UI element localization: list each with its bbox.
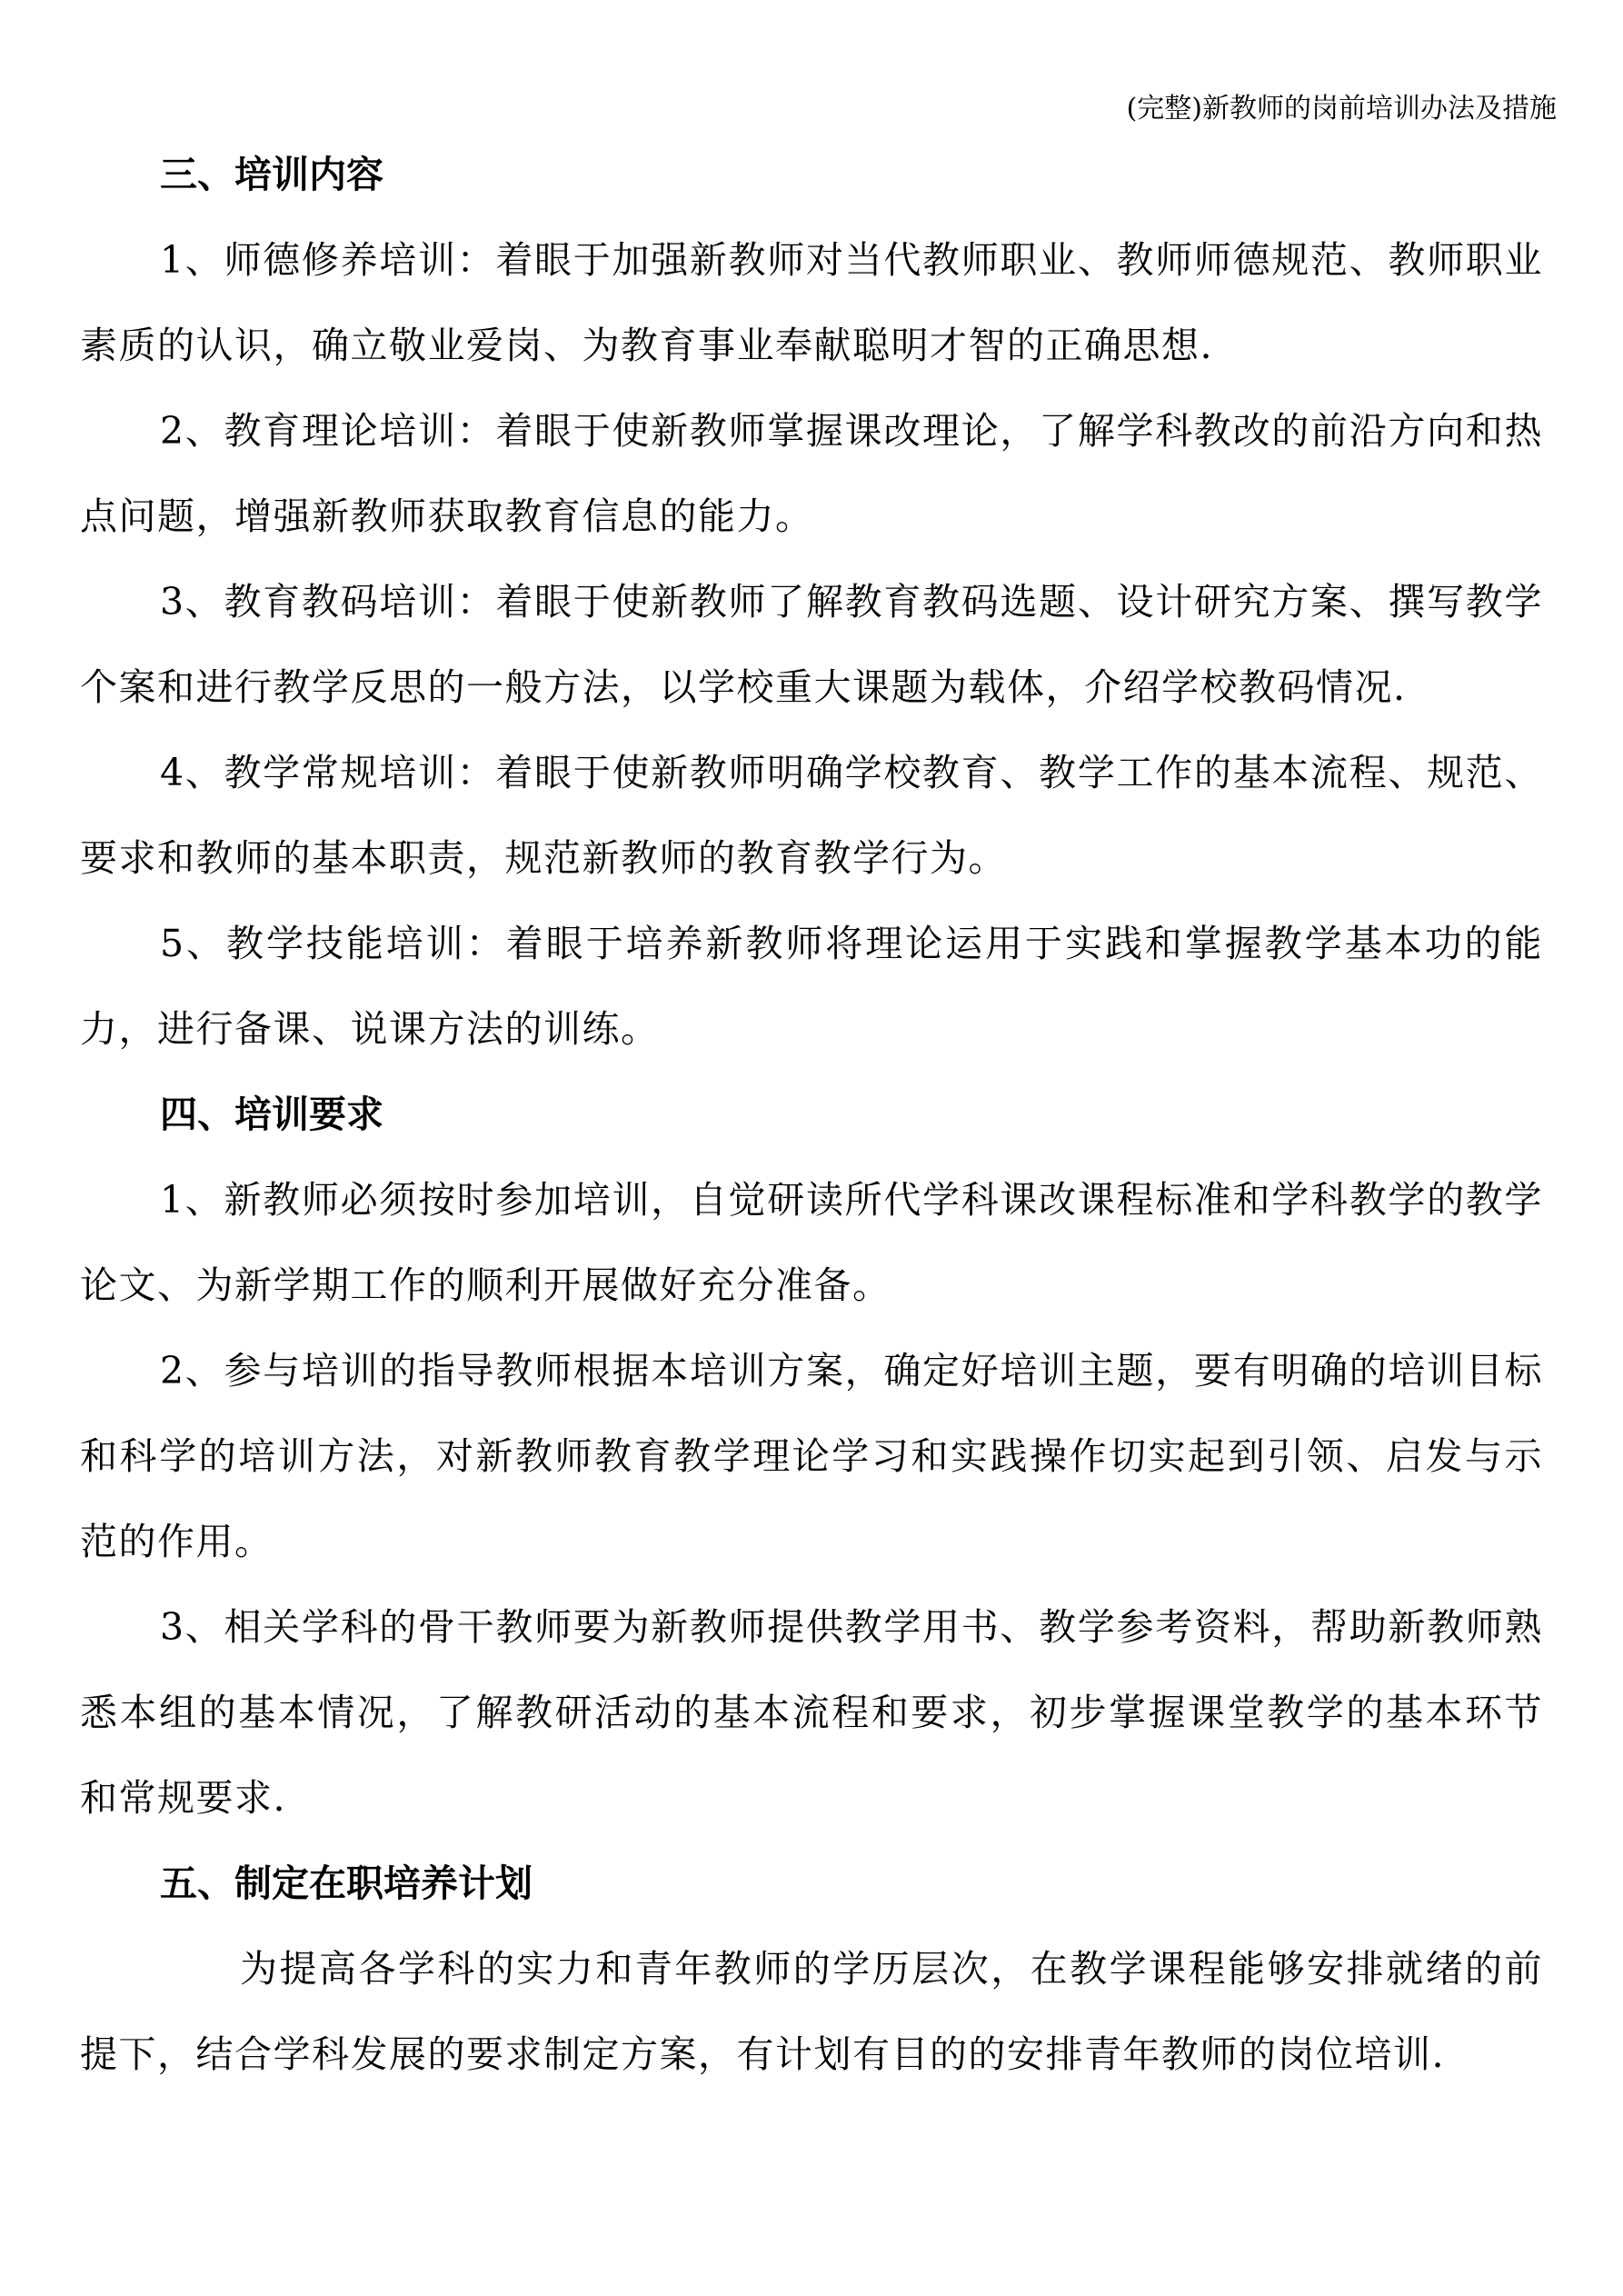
paragraph-in-service-plan: 为提高各学科的实力和青年教师的学历层次，在教学课程能够安排就绪的前提下，结合学科发展的要求制定方案，有计划有目的的安排青年教师的岗位培训. xyxy=(80,1947,1543,2076)
section-heading-training-content: 三、培训内容 xyxy=(160,153,383,196)
paragraph-requirement-1: 1、新教师必须按时参加培训，自觉研读所代学科课改课程标准和学科教学的教学论文、为新学期工作的顺利开展做好充分准备。 xyxy=(80,1178,1543,1307)
section-heading-in-service-plan: 五、制定在职培养计划 xyxy=(160,1862,533,1905)
section-heading-training-requirements: 四、培训要求 xyxy=(160,1093,383,1136)
running-header: (完整)新教师的岗前培训办法及措施 xyxy=(1126,93,1557,125)
paragraph-skills-training: 5、教学技能培训：着眼于培养新教师将理论运用于实践和掌握教学基本功的能力，进行备课、说课方法的训练。 xyxy=(80,922,1543,1051)
paragraph-research-training: 3、教育教码培训：着眼于使新教师了解教育教码选题、设计研究方案、撰写教学个案和进行教学反思的一般方法，以学校重大课题为载体，介绍学校教码情况. xyxy=(80,580,1543,709)
paragraph-theory-training: 2、教育理论培训：着眼于使新教师掌握课改理论，了解学科教改的前沿方向和热点问题，增强新教师获取教育信息的能力。 xyxy=(80,409,1543,538)
paragraph-requirement-3: 3、相关学科的骨干教师要为新教师提供教学用书、教学参考资料，帮助新教师熟悉本组的基本情况，了解教研活动的基本流程和要求，初步掌握课堂教学的基本环节和常规要求. xyxy=(80,1605,1543,1820)
document-body xyxy=(80,132,1543,2097)
paragraph-ethics-training: 1、师德修养培训：着眼于加强新教师对当代教师职业、教师师德规范、教师职业素质的认识，确立敬业爱岗、为教育事业奉献聪明才智的正确思想. xyxy=(80,238,1543,367)
paragraph-routine-training: 4、教学常规培训：着眼于使新教师明确学校教育、教学工作的基本流程、规范、要求和教师的基本职责，规范新教师的教育教学行为。 xyxy=(80,751,1543,880)
paragraph-requirement-2: 2、参与培训的指导教师根据本培训方案，确定好培训主题，要有明确的培训目标和科学的培训方法，对新教师教育教学理论学习和实践操作切实起到引领、启发与示范的作用。 xyxy=(80,1349,1543,1563)
